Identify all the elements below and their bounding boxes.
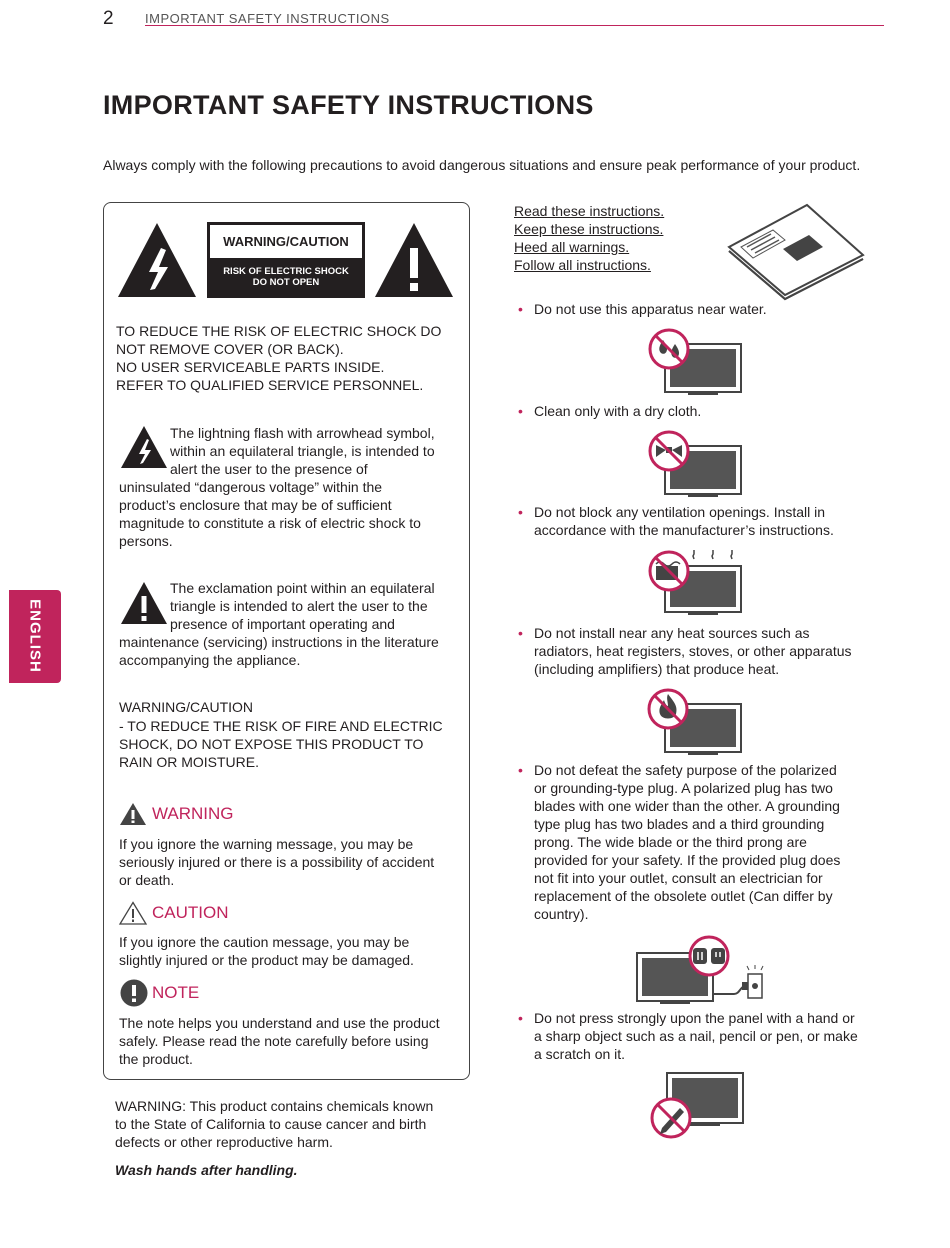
- text-line: Do not install near any heat sources such as: [534, 625, 810, 641]
- running-header: IMPORTANT SAFETY INSTRUCTIONS: [145, 11, 390, 26]
- lightning-triangle-icon: [117, 222, 197, 298]
- text-line: provided for your safety. If the provided plug does: [534, 852, 841, 868]
- text-line: uninsulated “dangerous voltage” within the: [119, 479, 383, 495]
- wash-hands-note: Wash hands after handling.: [115, 1162, 298, 1178]
- bullet-item: [518, 761, 873, 923]
- text-line: maintenance (servicing) instructions in the literature: [119, 634, 439, 650]
- polarized-plug-icon: [636, 936, 770, 1006]
- text-line: seriously injured or there is a possibility of accident: [119, 854, 435, 870]
- text-line: Do not use this apparatus near water.: [534, 301, 767, 317]
- text-line: triangle is intended to alert the user to the: [170, 598, 428, 614]
- bullet-dot-icon: •: [518, 403, 523, 419]
- warning-caution-title: WARNING/CAUTION: [210, 225, 362, 258]
- warning-text: [119, 835, 459, 889]
- bullet-item: [518, 402, 873, 420]
- text-line: (including amplifiers) that produce heat.: [534, 661, 780, 677]
- text-line: If you ignore the warning message, you may be: [119, 836, 414, 852]
- text-line: The exclamation point within an equilateral: [170, 580, 435, 596]
- list-item: Follow all instructions.: [514, 257, 651, 273]
- caution-text: [119, 933, 459, 969]
- header-rule: [145, 25, 884, 26]
- text-line: NO USER SERVICEABLE PARTS INSIDE.: [116, 359, 385, 375]
- bullet-dot-icon: •: [518, 762, 523, 778]
- dry-cloth-icon: [648, 430, 744, 500]
- read-instructions-list: [514, 202, 664, 274]
- text-line: type plug has two blades and a third grounding: [534, 816, 825, 832]
- text-line: Do not press strongly upon the panel with a hand or: [534, 1010, 855, 1026]
- warning-icon: [119, 802, 147, 826]
- warning-heading: WARNING: [152, 804, 234, 823]
- text-line: defects or other reproductive harm.: [115, 1134, 333, 1150]
- text-line: not fit into your outlet, consult an electrician for: [534, 870, 823, 886]
- text-line: Do not defeat the safety purpose of the polarized: [534, 762, 837, 778]
- text-line: alert the user to the presence of: [170, 461, 368, 477]
- text-line: persons.: [119, 533, 173, 549]
- text-line: prong. The wide blade or the third prong are: [534, 834, 807, 850]
- text-line: a sharp object such as a nail, pencil or pen, or make: [534, 1028, 858, 1044]
- bullet-item: [518, 300, 873, 318]
- text-line: accompanying the appliance.: [119, 652, 301, 668]
- text-line: The lightning flash with arrowhead symbol,: [170, 425, 435, 441]
- bullet-dot-icon: •: [518, 625, 523, 641]
- caution-heading: CAUTION: [152, 903, 229, 922]
- text-line: radiators, heat registers, stoves, or other apparatus: [534, 643, 852, 659]
- text-line: blades with one wider than the other. A grounding: [534, 798, 840, 814]
- text-line: - TO REDUCE THE RISK OF FIRE AND ELECTRIC: [119, 718, 443, 734]
- text-line: replacement of the obsolete outlet (Can differ by: [534, 888, 833, 904]
- fire-warning-text: [119, 717, 459, 771]
- list-item: Heed all warnings.: [514, 239, 630, 255]
- warning-label-line: DO NOT OPEN: [252, 277, 320, 288]
- note-heading: NOTE: [152, 983, 200, 1002]
- california-warning-label: WARNING: [115, 1098, 183, 1114]
- list-item: Keep these instructions.: [514, 221, 664, 237]
- ventilation-icon: [648, 548, 744, 618]
- bullet-dot-icon: •: [518, 301, 523, 317]
- text-line: : This product contains chemicals known: [182, 1098, 434, 1114]
- text-line: safely. Please read the note carefully before using: [119, 1033, 429, 1049]
- fire-warning-heading: WARNING/CAUTION: [119, 699, 254, 715]
- bullet-item: [518, 503, 873, 539]
- intro-text: Always comply with the following precautions to avoid dangerous situations and ensure peak performance of your product.: [103, 157, 861, 173]
- text-line: accordance with the manufacturer’s instructions.: [534, 522, 834, 538]
- warning-caution-subtitle: [207, 266, 365, 288]
- no-water-icon: [648, 328, 744, 398]
- caution-icon: [119, 901, 147, 925]
- text-line: presence of important operating and: [170, 616, 395, 632]
- text-line: country).: [534, 906, 589, 922]
- language-tab-label: ENGLISH: [26, 599, 44, 673]
- manual-book-icon: [727, 203, 865, 298]
- bullet-dot-icon: •: [518, 1010, 523, 1026]
- text-line: or grounding-type plug. A polarized plug has two: [534, 780, 833, 796]
- page-number: 2: [103, 8, 114, 29]
- language-tab: [9, 590, 61, 683]
- text-line: a scratch on it.: [534, 1046, 626, 1062]
- text-line: or death.: [119, 872, 175, 888]
- text-line: NOT REMOVE COVER (OR BACK).: [116, 341, 344, 357]
- text-line: TO REDUCE THE RISK OF ELECTRIC SHOCK DO: [116, 323, 442, 339]
- exclamation-triangle-icon: [374, 222, 454, 298]
- text-line: the product.: [119, 1051, 193, 1067]
- text-line: RAIN OR MOISTURE.: [119, 754, 260, 770]
- text-line: REFER TO QUALIFIED SERVICE PERSONNEL.: [116, 377, 424, 393]
- text-line: SHOCK, DO NOT EXPOSE THIS PRODUCT TO: [119, 736, 424, 752]
- bullet-item: [518, 624, 873, 678]
- bullet-dot-icon: •: [518, 504, 523, 520]
- text-line: to the State of California to cause cancer and birth: [115, 1116, 427, 1132]
- no-heat-icon: [646, 688, 744, 758]
- bullet-item: [518, 1009, 873, 1063]
- text-line: slightly injured or the product may be damaged.: [119, 952, 414, 968]
- warning-caution-label: [207, 222, 365, 298]
- text-line: Do not block any ventilation openings. Install in: [534, 504, 826, 520]
- text-line: within an equilateral triangle, is intended to: [170, 443, 435, 459]
- lightning-paragraph: [119, 424, 459, 550]
- text-line: The note helps you understand and use the product: [119, 1015, 440, 1031]
- shock-warning-text: [116, 322, 461, 394]
- california-warning: [115, 1097, 460, 1151]
- note-text: [119, 1014, 459, 1068]
- page-title: IMPORTANT SAFETY INSTRUCTIONS: [103, 90, 594, 120]
- warning-label-line: RISK OF ELECTRIC SHOCK: [223, 266, 349, 277]
- list-item: Read these instructions.: [514, 203, 665, 219]
- text-line: magnitude to constitute a risk of electric shock to: [119, 515, 421, 531]
- text-line: If you ignore the caution message, you may be: [119, 934, 410, 950]
- note-icon: [120, 979, 148, 1007]
- text-line: product’s enclosure that may be of sufficient: [119, 497, 392, 513]
- text-line: Clean only with a dry cloth.: [534, 403, 702, 419]
- exclamation-paragraph: [119, 579, 459, 669]
- no-pressing-icon: [650, 1072, 746, 1140]
